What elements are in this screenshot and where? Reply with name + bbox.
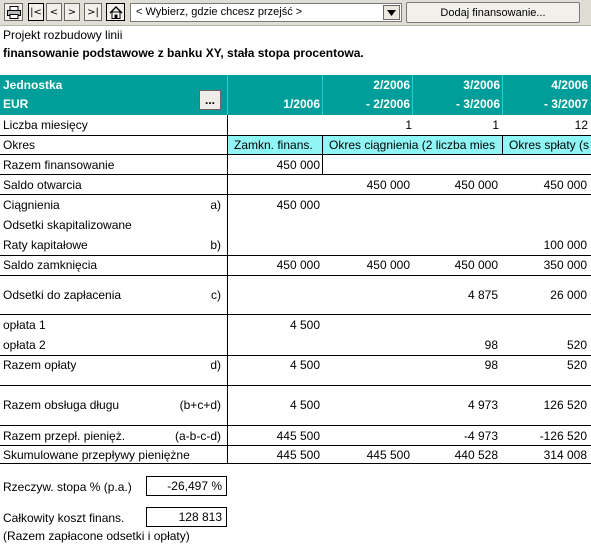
project-label: Projekt rozbudowy linii bbox=[3, 28, 123, 42]
nav-prev-button[interactable]: < bbox=[46, 3, 62, 21]
edit-unit-button[interactable]: ... bbox=[199, 90, 221, 110]
home-button[interactable] bbox=[106, 3, 125, 21]
cell: 4 500 bbox=[289, 318, 320, 332]
cell: 4 500 bbox=[289, 398, 320, 412]
row-label: Odsetki do zapłacenia bbox=[3, 288, 122, 302]
row-label: Raty kapitałowe bbox=[3, 238, 88, 252]
cell: 314 008 bbox=[543, 448, 587, 462]
cell: -4 973 bbox=[463, 429, 498, 443]
row-label: Saldo zamknięcia bbox=[3, 258, 98, 272]
cell: 440 528 bbox=[454, 448, 498, 462]
cell: 126 520 bbox=[543, 398, 587, 412]
row-label: Skumulowane przepływy pieniężne bbox=[3, 448, 190, 462]
cell: 520 bbox=[566, 338, 587, 352]
row-ref: c) bbox=[211, 288, 221, 302]
cell: 350 000 bbox=[543, 258, 587, 272]
row-ref: (a-b-c-d) bbox=[174, 429, 221, 443]
row-label: Razem obsługa długu bbox=[3, 398, 120, 412]
row-label: Liczba miesięcy bbox=[3, 118, 88, 132]
add-financing-button[interactable]: Dodaj finansowanie... bbox=[406, 2, 580, 23]
row-label: opłata 2 bbox=[3, 338, 46, 352]
column-header-1: 1/2006 bbox=[283, 97, 320, 111]
cell: 450 000 bbox=[366, 178, 410, 192]
row-ref: b) bbox=[210, 238, 221, 252]
column-header-2-top: 2/2006 bbox=[373, 78, 410, 92]
cell: 450 000 bbox=[454, 258, 498, 272]
row-label: opłata 1 bbox=[3, 318, 46, 332]
row-ref: a) bbox=[210, 198, 221, 212]
column-header-3-bottom: - 3/2006 bbox=[455, 97, 500, 111]
column-header-4-top: 4/2006 bbox=[551, 78, 588, 92]
cell: -126 520 bbox=[539, 429, 587, 443]
printer-icon bbox=[7, 6, 21, 19]
nav-last-button[interactable]: >| bbox=[84, 3, 102, 21]
cell: 445 500 bbox=[276, 448, 320, 462]
table-row-period bbox=[0, 136, 591, 154]
row-label: Razem przepł. pienięż. bbox=[3, 429, 126, 443]
cell: 520 bbox=[566, 358, 587, 372]
row-label: Razem opłaty bbox=[3, 358, 77, 372]
total-cost-value: 128 813 bbox=[146, 507, 227, 527]
cell: 450 000 bbox=[366, 258, 410, 272]
row-label: Razem finansowanie bbox=[3, 158, 115, 172]
cell: 1 bbox=[492, 118, 499, 132]
period-closing-cell: Zamkn. finans. bbox=[228, 136, 322, 154]
cell: 450 000 bbox=[543, 178, 587, 192]
column-header-3-top: 3/2006 bbox=[463, 78, 500, 92]
navigation-select-value: < Wybierz, gdzie chcesz przejść > bbox=[136, 6, 303, 18]
row-ref: d) bbox=[210, 358, 221, 372]
row-label: Okres bbox=[3, 138, 36, 152]
toolbar bbox=[0, 0, 591, 26]
period-draw-cell: Okres ciągnienia (2 liczba mies bbox=[323, 136, 502, 154]
cell: 445 500 bbox=[366, 448, 410, 462]
column-header-4-bottom: - 3/2007 bbox=[543, 97, 588, 111]
total-cost-label: Całkowity koszt finans. bbox=[3, 511, 125, 525]
row-label: Odsetki skapitalizowane bbox=[3, 218, 132, 232]
cell: 26 000 bbox=[550, 288, 587, 302]
cell: 450 000 bbox=[276, 198, 320, 212]
unit-label: Jednostka bbox=[3, 78, 63, 92]
cell: 4 875 bbox=[467, 288, 498, 302]
cell: 98 bbox=[484, 358, 498, 372]
total-cost-note: (Razem zapłacone odsetki i opłaty) bbox=[3, 529, 190, 543]
page-title: finansowanie podstawowe z banku XY, stała stopa procentowa. bbox=[3, 46, 364, 60]
nav-first-button[interactable]: |< bbox=[28, 3, 44, 21]
effective-rate-label: Rzeczyw. stopa % (p.a.) bbox=[3, 480, 132, 494]
cell: 12 bbox=[574, 118, 588, 132]
cell: 100 000 bbox=[543, 238, 587, 252]
cell: 450 000 bbox=[276, 258, 320, 272]
cell: 98 bbox=[484, 338, 498, 352]
period-repay-cell: Okres spłaty (s bbox=[503, 136, 591, 154]
chevron-down-icon[interactable] bbox=[383, 5, 400, 20]
row-ref: (b+c+d) bbox=[179, 398, 221, 412]
row-label: Saldo otwarcia bbox=[3, 178, 82, 192]
cell: 450 000 bbox=[276, 158, 320, 172]
cell: 1 bbox=[405, 118, 412, 132]
cell: 4 973 bbox=[467, 398, 498, 412]
house-icon bbox=[109, 6, 123, 19]
cell: 4 500 bbox=[289, 358, 320, 372]
cell: 445 500 bbox=[276, 429, 320, 443]
column-header-2-bottom: - 2/2006 bbox=[365, 97, 410, 111]
cell: 450 000 bbox=[454, 178, 498, 192]
print-button[interactable] bbox=[4, 3, 23, 21]
navigation-select[interactable] bbox=[130, 3, 402, 22]
table-header bbox=[0, 75, 591, 115]
effective-rate-value: -26,497 % bbox=[146, 476, 227, 496]
row-label: Ciągnienia bbox=[3, 198, 60, 212]
currency-label: EUR bbox=[3, 97, 29, 111]
nav-next-button[interactable]: > bbox=[64, 3, 80, 21]
